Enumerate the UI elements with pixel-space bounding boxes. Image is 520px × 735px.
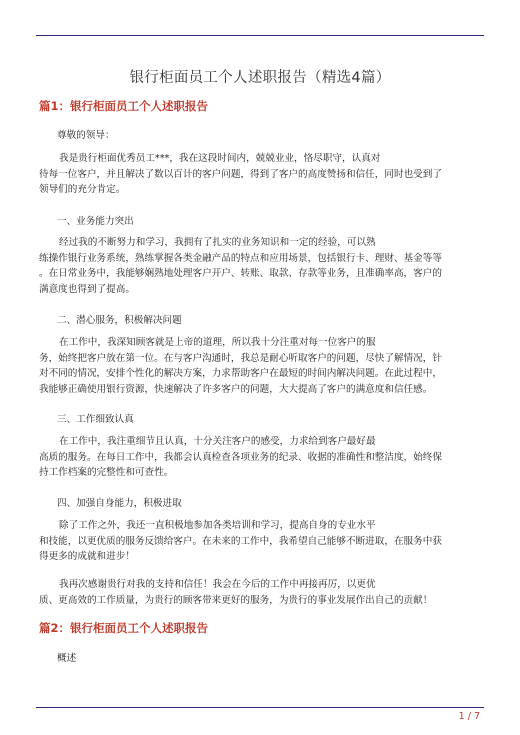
paragraph-line: 得更多的成就和进步！	[39, 551, 135, 562]
top-rule	[36, 35, 484, 36]
document-title: 银行柜面员工个人述职报告（精选4篇）	[129, 70, 391, 86]
paragraph-line: 高质的服务。在每日工作中，我都会认真检查各项业务的纪录、收据的准确性和整洁度，始终保	[39, 451, 442, 463]
paragraph-line: 对不同的情况，安排个性化的解决方案，力求帮助客户在最短的时间内解决问题。在此过程中，	[39, 368, 442, 379]
paragraph-line: 我再次感谢贵行对我的支持和信任！我会在今后的工作中再接再厉，以更优	[59, 579, 376, 590]
paragraph-line: 练操作银行业务系统，熟练掌握各类金融产品的特点和应用场景，包括银行卡、理财、基金等等	[39, 252, 442, 264]
overview-label: 概述	[57, 653, 77, 664]
paragraph-line: 。在日常业务中，我能够娴熟地处理客户开户、转账、取款、存款等业务，且准确率高，客户的	[39, 268, 442, 279]
paragraph-line: 在工作中，我注重细节且认真，十分关注客户的感受，力求给到客户最好最	[59, 436, 376, 447]
paragraph-line: 经过我的不断努力和学习，我拥有了扎实的业务知识和一定的经验，可以熟	[59, 237, 376, 248]
subheading-4: 四、加强自身能力，积极进取	[57, 498, 182, 509]
subheading-1: 一、业务能力突出	[57, 216, 134, 227]
paragraph-line: 质、更高效的工作质量，为贵行的顾客带来更好的服务，为贵行的事业发展作出自己的贡献！	[39, 594, 433, 606]
paragraph-thanks	[39, 577, 487, 608]
paragraph-line: 在工作中，我深知顾客就是上帝的道理，所以我十分注重对每一位客户的服	[59, 337, 376, 348]
paragraph-line: 除了工作之外，我还一直积极地参加各类培训和学习，提高自身的专业水平	[59, 520, 376, 531]
paragraph-growth	[39, 518, 487, 565]
paragraph-service	[39, 335, 487, 397]
subheading-3: 三、工作细致认真	[57, 414, 134, 425]
section-heading-2: 篇2：银行柜面员工个人述职报告	[39, 621, 208, 635]
paragraph-line: 务，始终把客户放在第一位。在与客户沟通时，我总是耐心听取客户的问题，尽快了解情况，针	[39, 352, 442, 364]
paragraph-ability	[39, 235, 487, 297]
section-heading-1: 篇1：银行柜面员工个人述职报告	[39, 99, 208, 113]
paragraph-line: 满意度也得到了提高。	[39, 283, 135, 295]
paragraph-intro	[39, 151, 487, 198]
paragraph-line: 待每一位客户，并且解决了数以百计的客户问题，得到了客户的高度赞扬和信任，同时也受到了	[39, 168, 442, 180]
paragraph-line: 我能够正确使用银行资源，快速解决了许多客户的问题，大大提高了客户的满意度和信任感。	[39, 383, 433, 395]
paragraph-line: 和技能，以更优质的服务反馈给客户。在未来的工作中，我希望自己能够不断进取，在服务中获	[39, 535, 442, 547]
paragraph-line: 领导们的充分肯定。	[39, 184, 126, 195]
paragraph-line: 持工作档案的完整性和可查性。	[39, 467, 174, 478]
subheading-2: 二、潜心服务，积极解决问题	[57, 315, 182, 326]
page-number: 1 / 7	[458, 711, 480, 722]
paragraph-detail	[39, 434, 487, 481]
paragraph-line: 我是贵行柜面优秀员工***，我在这段时间内，兢兢业业，恪尽职守，认真对	[59, 153, 381, 164]
greeting: 尊敬的领导：	[57, 130, 115, 141]
bottom-rule	[36, 707, 484, 708]
